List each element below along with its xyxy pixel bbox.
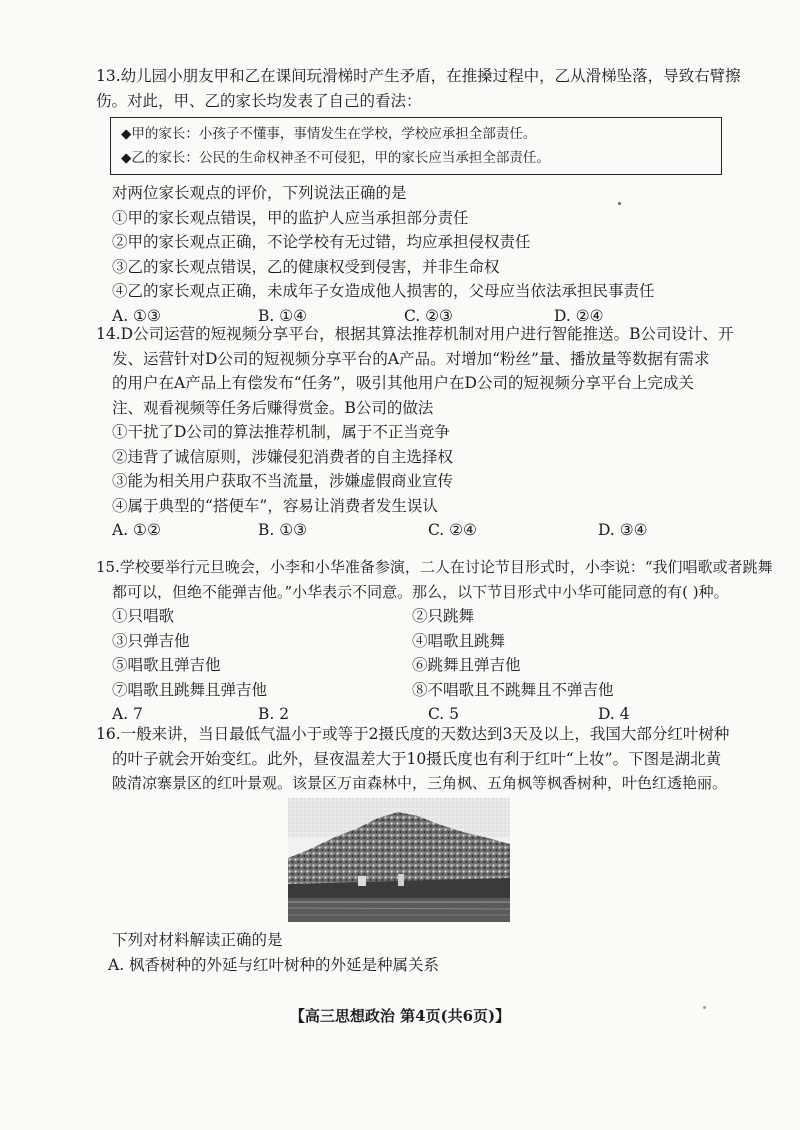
q15-item-5: ⑤唱歌且弹吉他	[112, 656, 221, 674]
q16-stem-line2: 的叶子就会开始变红。此外，昼夜温差大于10摄氏度也有利于红叶“上妆”。下图是湖北黄	[112, 749, 722, 768]
q14-stem-line1: 14.D公司运营的短视频分享平台，根据其算法推荐机制对用户进行智能推送。B公司设计、开	[96, 325, 734, 343]
q16-stem-line3: 陂清凉寨景区的红叶景观。该景区万亩森林中，三角枫、五角枫等枫香树种，叶色红透艳丽。	[112, 774, 728, 792]
red-leaf-landscape-photo	[288, 798, 510, 922]
q15-item-7: ⑦唱歌且跳舞且弹吉他	[112, 680, 268, 699]
scan-speck	[618, 202, 621, 205]
q16-option-a[interactable]: A. 枫香树种的外延与红叶树种的外延是种属关系	[108, 955, 440, 974]
q13-quote-parent-b: ◆乙的家长：公民的生命权神圣不可侵犯，甲的家长应当承担全部责任。	[121, 150, 550, 166]
q15-item-grid	[112, 604, 722, 702]
q15-item-6: ⑥跳舞且弹吉他	[412, 656, 521, 674]
q15-item-4: ④唱歌且跳舞	[412, 631, 506, 650]
page-footer: 【高三思想政治 第4页(共6页)】	[289, 1007, 511, 1025]
q14-stem-line4: 注、观看视频等任务后赚得赏金。B公司的做法	[112, 398, 434, 417]
q15-option-d[interactable]: D. 4	[598, 705, 630, 723]
q15-option-b[interactable]: B. 2	[258, 705, 290, 723]
q14-option-b[interactable]: B. ①③	[258, 521, 308, 539]
q13-quote-box	[110, 117, 722, 175]
question-16-continued	[108, 928, 722, 977]
q15-item-2: ②只跳舞	[412, 607, 475, 625]
q14-item-1: ①干扰了D公司的算法推荐机制，属于不正当竞争	[112, 423, 450, 441]
q13-stem-line1: 13.幼儿园小朋友甲和乙在课间玩滑梯时产生矛盾，在推搡过程中，乙从滑梯坠落，导致右臂擦	[96, 67, 741, 85]
q13-item-1: ①甲的家长观点错误，甲的监护人应当承担部分责任	[112, 208, 469, 227]
q15-option-c[interactable]: C. 5	[428, 705, 460, 723]
scan-speck	[703, 1006, 706, 1009]
q14-stem-line3: 的用户在A产品上有偿发布“任务”，吸引其他用户在D公司的短视频分享平台上完成关	[112, 374, 694, 392]
q15-stem-line2: 都可以，但绝不能弹吉他。”小华表示不同意。那么，以下节目形式中小华可能同意的有( )种。	[112, 582, 729, 601]
q14-option-d[interactable]: D. ③④	[598, 521, 648, 539]
q15-stem-line1: 15.学校要举行元旦晚会，小李和小华准备参演，二人在讨论节目形式时，小李说：“我们唱歌或者跳舞	[96, 558, 773, 576]
q13-option-b[interactable]: B. ①④	[258, 306, 308, 325]
q13-option-c[interactable]: C. ②③	[404, 306, 453, 325]
q13-prompt: 对两位家长观点的评价，下列说法正确的是	[112, 184, 407, 202]
q15-option-a[interactable]: A. 7	[112, 705, 143, 723]
question-14	[96, 322, 734, 543]
question-16	[96, 722, 730, 796]
q13-option-a[interactable]: A. ①③	[112, 306, 161, 325]
q14-stem-line2: 发、运营针对D公司的短视频分享平台的A产品。对增加“粉丝”量、播放量等数据有需求	[112, 349, 710, 368]
q13-item-3: ③乙的家长观点错误，乙的健康权受到侵害，并非生命权	[112, 257, 500, 276]
q15-item-1: ①只唱歌	[112, 607, 175, 625]
q15-item-3: ③只弹吉他	[112, 631, 190, 650]
q13-stem-line2: 伤。对此，甲、乙的家长均发表了自己的看法：	[96, 91, 422, 110]
q14-item-4: ④属于典型的“搭便车”，容易让消费者发生误认	[112, 496, 438, 515]
q14-options	[112, 518, 722, 543]
q13-item-4: ④乙的家长观点正确，未成年子女造成他人损害的，父母应当依法承担民事责任	[112, 282, 655, 300]
q16-prompt: 下列对材料解读正确的是	[112, 931, 283, 949]
question-13	[96, 64, 741, 328]
q13-item-2: ②甲的家长观点正确，不论学校有无过错，均应承担侵权责任	[112, 233, 531, 251]
q14-item-2: ②违背了诚信原则，涉嫌侵犯消费者的自主选择权	[112, 447, 454, 466]
q14-option-c[interactable]: C. ②④	[428, 521, 477, 539]
question-15	[96, 555, 773, 727]
q14-option-a[interactable]: A. ①②	[112, 521, 161, 539]
q14-item-3: ③能为相关用户获取不当流量，涉嫌虚假商业宣传	[112, 472, 454, 490]
q15-item-8: ⑧不唱歌且不跳舞且不弹吉他	[412, 680, 614, 699]
q13-quote-parent-a: ◆甲的家长：小孩子不懂事，事情发生在学校，学校应承担全部责任。	[121, 126, 537, 142]
q16-stem-line1: 16.一般来讲，当日最低气温小于或等于2摄氏度的天数达到3天及以上，我国大部分红叶树种	[96, 725, 730, 743]
q13-option-d[interactable]: D. ②④	[554, 306, 604, 325]
